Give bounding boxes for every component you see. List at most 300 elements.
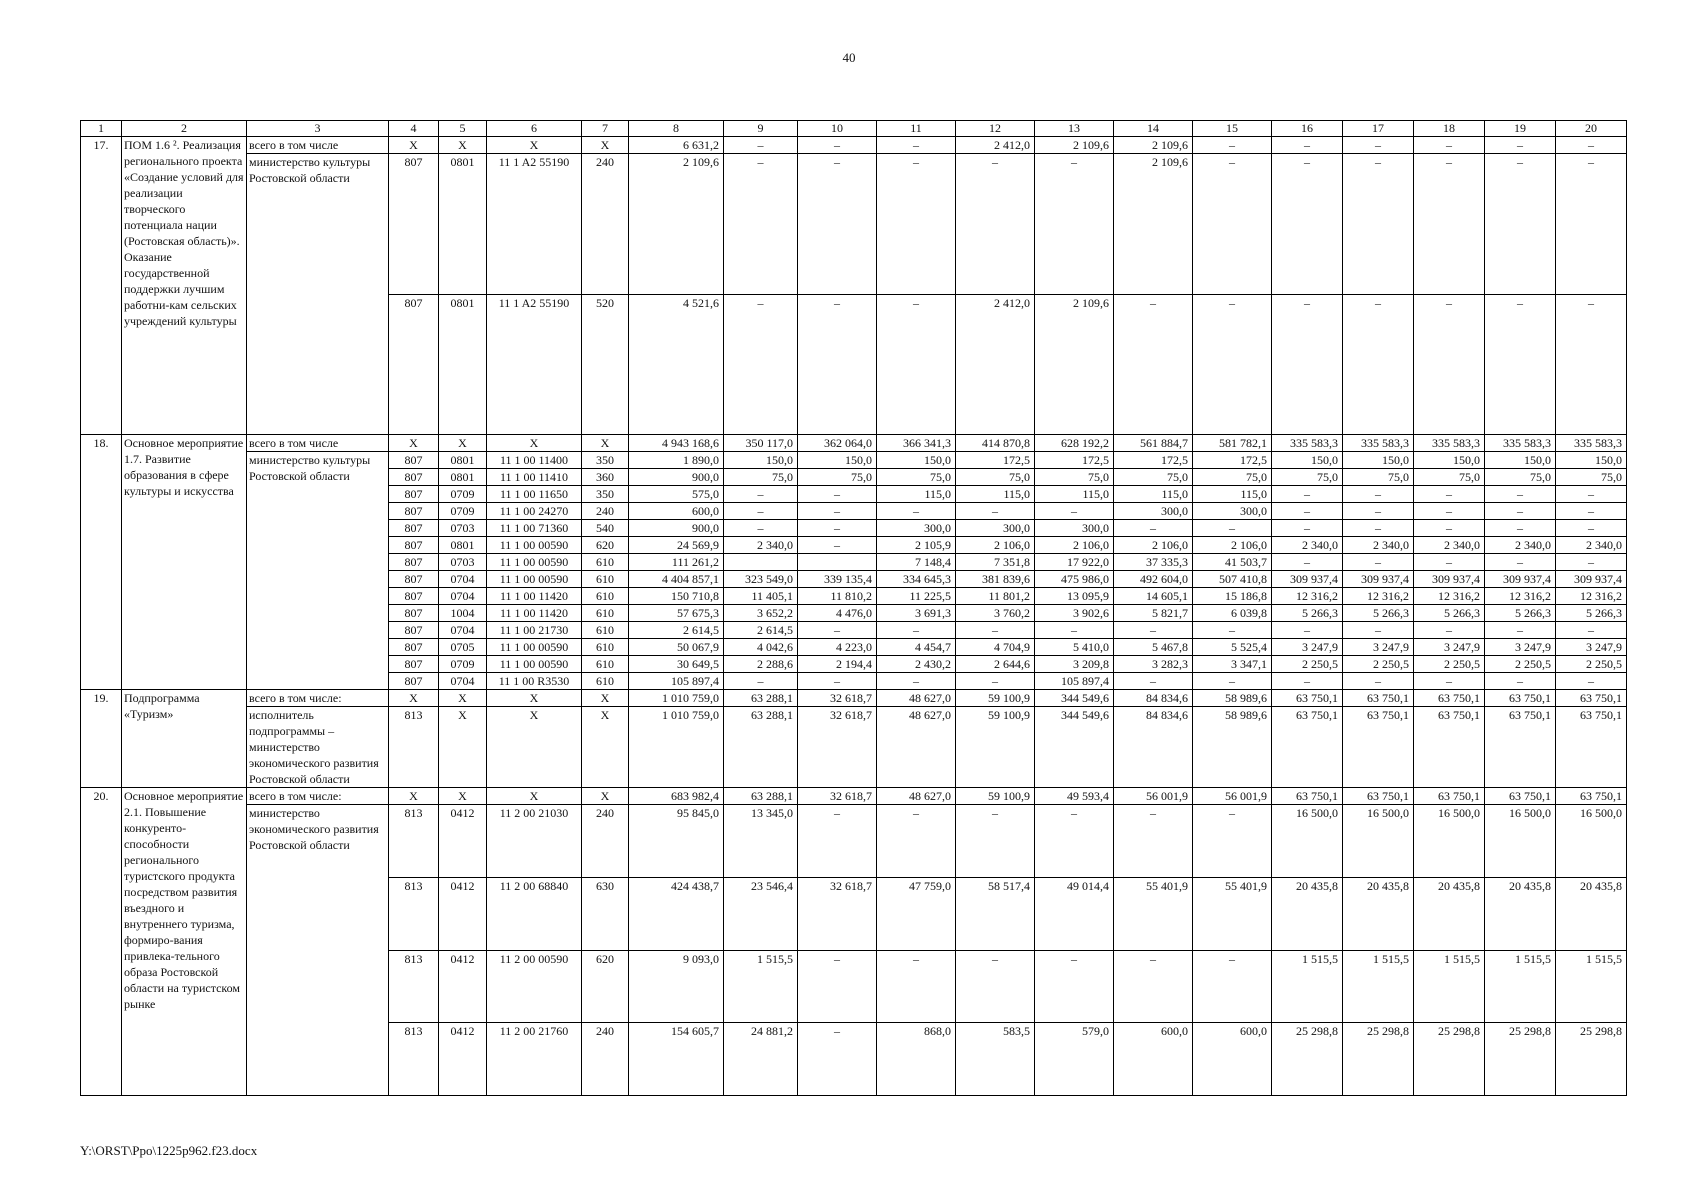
value-cell: 75,0 <box>724 469 798 486</box>
value-cell: 24 881,2 <box>724 1023 798 1096</box>
value-cell: 75,0 <box>877 469 956 486</box>
value-cell: 4 943 168,6 <box>629 435 724 452</box>
value-cell: 11 1 00 11420 <box>487 588 582 605</box>
value-cell: 1 515,5 <box>1485 950 1556 1023</box>
value-cell: 610 <box>582 639 629 656</box>
column-number-8: 8 <box>629 121 724 137</box>
measure-name: Основное мероприятие 1.7. Развитие образования в сфере культуры и искусства <box>122 435 247 690</box>
value-cell: 492 604,0 <box>1114 571 1193 588</box>
value-cell: 0801 <box>439 154 487 295</box>
value-cell: 12 316,2 <box>1343 588 1414 605</box>
value-cell: 900,0 <box>629 469 724 486</box>
value-cell: – <box>1556 137 1627 154</box>
value-cell: 63 750,1 <box>1414 690 1485 707</box>
value-cell: 150,0 <box>1414 452 1485 469</box>
executor-cell: исполнитель подпрограммы – министерство экономического развития Ростовской области <box>247 707 389 788</box>
value-cell: – <box>956 950 1035 1023</box>
value-cell: 344 549,6 <box>1035 707 1114 788</box>
measure-name: Подпрограмма «Туризм» <box>122 690 247 788</box>
value-cell: X <box>439 690 487 707</box>
value-cell: 575,0 <box>629 486 724 503</box>
value-cell: – <box>1343 486 1414 503</box>
value-cell: 0704 <box>439 571 487 588</box>
value-cell: 240 <box>582 503 629 520</box>
value-cell: 150,0 <box>798 452 877 469</box>
value-cell: 339 135,4 <box>798 571 877 588</box>
value-cell: 3 247,9 <box>1272 639 1343 656</box>
value-cell: – <box>798 137 877 154</box>
value-cell: 300,0 <box>1035 520 1114 537</box>
value-cell: 2 250,5 <box>1556 656 1627 673</box>
value-cell: 2 614,5 <box>629 622 724 639</box>
value-cell: 610 <box>582 605 629 622</box>
value-cell: 344 549,6 <box>1035 690 1114 707</box>
value-cell: 75,0 <box>1193 469 1272 486</box>
value-cell: 2 340,0 <box>1272 537 1343 554</box>
value-cell: – <box>1343 622 1414 639</box>
value-cell: – <box>1414 622 1485 639</box>
value-cell: 56 001,9 <box>1193 788 1272 805</box>
value-cell: 0705 <box>439 639 487 656</box>
value-cell: 807 <box>389 605 439 622</box>
value-cell: 32 618,7 <box>798 877 877 950</box>
value-cell: 25 298,8 <box>1556 1023 1627 1096</box>
value-cell: – <box>1556 622 1627 639</box>
value-cell: 807 <box>389 469 439 486</box>
value-cell: 63 750,1 <box>1272 690 1343 707</box>
value-cell: 2 340,0 <box>1556 537 1627 554</box>
value-cell: 1 010 759,0 <box>629 707 724 788</box>
value-cell: 63 288,1 <box>724 707 798 788</box>
value-cell: – <box>1193 154 1272 295</box>
row-number: 18. <box>81 435 122 690</box>
value-cell: 0703 <box>439 520 487 537</box>
value-cell: 3 247,9 <box>1485 639 1556 656</box>
value-cell: 0412 <box>439 950 487 1023</box>
value-cell: 11 1 00 21730 <box>487 622 582 639</box>
value-cell: 11 1 00 00590 <box>487 571 582 588</box>
value-cell: 2 340,0 <box>1414 537 1485 554</box>
value-cell: – <box>877 294 956 435</box>
value-cell: – <box>1035 622 1114 639</box>
value-cell: 0703 <box>439 554 487 571</box>
value-cell: 807 <box>389 622 439 639</box>
value-cell: 63 288,1 <box>724 690 798 707</box>
value-cell: 628 192,2 <box>1035 435 1114 452</box>
value-cell: – <box>724 137 798 154</box>
value-cell: – <box>1414 294 1485 435</box>
table-row <box>81 707 1627 788</box>
value-cell: – <box>1343 673 1414 690</box>
value-cell: X <box>487 137 582 154</box>
value-cell: – <box>1272 673 1343 690</box>
value-cell: – <box>1272 503 1343 520</box>
value-cell: 32 618,7 <box>798 707 877 788</box>
value-cell: 23 546,4 <box>724 877 798 950</box>
value-cell: X <box>389 435 439 452</box>
value-cell: – <box>877 503 956 520</box>
value-cell: 75,0 <box>956 469 1035 486</box>
value-cell: – <box>1343 503 1414 520</box>
value-cell: 1 890,0 <box>629 452 724 469</box>
value-cell: 335 583,3 <box>1272 435 1343 452</box>
value-cell: X <box>389 690 439 707</box>
value-cell: 11 1 00 00590 <box>487 537 582 554</box>
value-cell: 154 605,7 <box>629 1023 724 1096</box>
value-cell: 75,0 <box>1035 469 1114 486</box>
value-cell: 3 902,6 <box>1035 605 1114 622</box>
value-cell: 600,0 <box>1114 1023 1193 1096</box>
value-cell: 13 345,0 <box>724 805 798 878</box>
value-cell: 868,0 <box>877 1023 956 1096</box>
value-cell: 0801 <box>439 469 487 486</box>
value-cell: 11 1 00 11420 <box>487 605 582 622</box>
value-cell: 150,0 <box>1272 452 1343 469</box>
value-cell: – <box>1485 673 1556 690</box>
value-cell: – <box>877 622 956 639</box>
value-cell: – <box>1556 673 1627 690</box>
value-cell: 14 605,1 <box>1114 588 1193 605</box>
value-cell: 150,0 <box>1485 452 1556 469</box>
value-cell: 335 583,3 <box>1485 435 1556 452</box>
value-cell: 11 2 00 00590 <box>487 950 582 1023</box>
value-cell: 323 549,0 <box>724 571 798 588</box>
value-cell: – <box>798 805 877 878</box>
value-cell: 30 649,5 <box>629 656 724 673</box>
value-cell: 0704 <box>439 622 487 639</box>
executor-cell: министерство культуры Ростовской области <box>247 154 389 435</box>
value-cell: 813 <box>389 805 439 878</box>
value-cell: 414 870,8 <box>956 435 1035 452</box>
column-number-19: 19 <box>1485 121 1556 137</box>
value-cell: 56 001,9 <box>1114 788 1193 805</box>
value-cell: – <box>1193 673 1272 690</box>
value-cell: 63 750,1 <box>1272 788 1343 805</box>
value-cell: 583,5 <box>956 1023 1035 1096</box>
value-cell: 58 989,6 <box>1193 690 1272 707</box>
value-cell: 150,0 <box>877 452 956 469</box>
value-cell: 360 <box>582 469 629 486</box>
table-row <box>81 452 1627 469</box>
value-cell: 2 412,0 <box>956 294 1035 435</box>
value-cell: – <box>1193 805 1272 878</box>
value-cell: 5 266,3 <box>1485 605 1556 622</box>
value-cell: 16 500,0 <box>1556 805 1627 878</box>
value-cell: 2 109,6 <box>1114 137 1193 154</box>
value-cell: 350 <box>582 452 629 469</box>
column-number-6: 6 <box>487 121 582 137</box>
value-cell: 11 1 00 00590 <box>487 656 582 673</box>
value-cell: 75,0 <box>1343 469 1414 486</box>
value-cell: 75,0 <box>1414 469 1485 486</box>
value-cell: 25 298,8 <box>1414 1023 1485 1096</box>
value-cell: – <box>1114 294 1193 435</box>
value-cell: – <box>798 673 877 690</box>
value-cell: 579,0 <box>1035 1023 1114 1096</box>
value-cell: – <box>1414 673 1485 690</box>
value-cell: 807 <box>389 537 439 554</box>
value-cell: – <box>1485 486 1556 503</box>
value-cell: 25 298,8 <box>1485 1023 1556 1096</box>
value-cell: – <box>1035 805 1114 878</box>
value-cell: 50 067,9 <box>629 639 724 656</box>
value-cell: X <box>439 435 487 452</box>
value-cell: – <box>1272 622 1343 639</box>
table-row <box>81 788 1627 805</box>
value-cell: – <box>956 622 1035 639</box>
value-cell: 11 1 00 00590 <box>487 639 582 656</box>
value-cell: 381 839,6 <box>956 571 1035 588</box>
value-cell: 300,0 <box>956 520 1035 537</box>
value-cell: 172,5 <box>1035 452 1114 469</box>
value-cell: 807 <box>389 639 439 656</box>
value-cell: – <box>1272 137 1343 154</box>
value-cell: – <box>877 805 956 878</box>
value-cell: X <box>439 707 487 788</box>
value-cell: X <box>487 435 582 452</box>
value-cell: X <box>582 788 629 805</box>
value-cell: 1 515,5 <box>1414 950 1485 1023</box>
column-number-13: 13 <box>1035 121 1114 137</box>
footer-file-path: Y:\ORST\Ppo\1225p962.f23.docx <box>80 1143 258 1158</box>
value-cell: 63 750,1 <box>1414 788 1485 805</box>
value-cell: 600,0 <box>629 503 724 520</box>
value-cell: X <box>439 788 487 805</box>
value-cell: 309 937,4 <box>1556 571 1627 588</box>
value-cell: – <box>798 154 877 295</box>
value-cell: 807 <box>389 452 439 469</box>
value-cell: 3 282,3 <box>1114 656 1193 673</box>
value-cell: 59 100,9 <box>956 707 1035 788</box>
value-cell: 475 986,0 <box>1035 571 1114 588</box>
value-cell: 334 645,3 <box>877 571 956 588</box>
value-cell: – <box>1272 486 1343 503</box>
table-row <box>81 805 1627 878</box>
value-cell: 5 467,8 <box>1114 639 1193 656</box>
value-cell: 11 1 00 11650 <box>487 486 582 503</box>
value-cell <box>724 554 798 571</box>
value-cell: 520 <box>582 294 629 435</box>
value-cell: 105 897,4 <box>1035 673 1114 690</box>
value-cell: 84 834,6 <box>1114 690 1193 707</box>
value-cell: 41 503,7 <box>1193 554 1272 571</box>
value-cell: – <box>1272 520 1343 537</box>
value-cell: X <box>487 690 582 707</box>
value-cell: X <box>439 137 487 154</box>
value-cell: – <box>1414 520 1485 537</box>
value-cell: – <box>724 486 798 503</box>
value-cell: 9 093,0 <box>629 950 724 1023</box>
value-cell: 240 <box>582 1023 629 1096</box>
table-row <box>81 154 1627 295</box>
value-cell: 2 106,0 <box>956 537 1035 554</box>
value-cell: 63 750,1 <box>1414 707 1485 788</box>
value-cell: 610 <box>582 571 629 588</box>
value-cell: 620 <box>582 537 629 554</box>
value-cell: 16 500,0 <box>1343 805 1414 878</box>
value-cell: – <box>1114 950 1193 1023</box>
executor-cell: министерство культуры Ростовской области <box>247 452 389 690</box>
value-cell: 335 583,3 <box>1556 435 1627 452</box>
column-number-16: 16 <box>1272 121 1343 137</box>
row-number: 19. <box>81 690 122 788</box>
value-cell: 0801 <box>439 452 487 469</box>
value-cell: 63 750,1 <box>1556 788 1627 805</box>
value-cell: 24 569,9 <box>629 537 724 554</box>
measure-name: ПОМ 1.6 ². Реализация регионального проекта «Создание условий для реализации творческого потенциала нации (Ростовская область)». Оказание государственной поддержки лучшим работни-кам сельских учреждений культуры <box>122 137 247 435</box>
value-cell: 807 <box>389 294 439 435</box>
value-cell: 5 821,7 <box>1114 605 1193 622</box>
value-cell: 2 340,0 <box>1343 537 1414 554</box>
value-cell: – <box>1556 154 1627 295</box>
value-cell: 11 2 00 21760 <box>487 1023 582 1096</box>
value-cell: 5 266,3 <box>1414 605 1485 622</box>
value-cell: – <box>1035 950 1114 1023</box>
value-cell: 13 095,9 <box>1035 588 1114 605</box>
value-cell: – <box>1485 554 1556 571</box>
value-cell: 300,0 <box>877 520 956 537</box>
value-cell: 20 435,8 <box>1272 877 1343 950</box>
value-cell: 507 410,8 <box>1193 571 1272 588</box>
value-cell: – <box>877 137 956 154</box>
value-cell: 2 250,5 <box>1272 656 1343 673</box>
value-cell: – <box>1414 554 1485 571</box>
table-row <box>81 690 1627 707</box>
value-cell: – <box>1556 503 1627 520</box>
value-cell: – <box>1193 950 1272 1023</box>
value-cell: – <box>1193 137 1272 154</box>
value-cell: 75,0 <box>1556 469 1627 486</box>
column-number-3: 3 <box>247 121 389 137</box>
value-cell: – <box>1556 520 1627 537</box>
value-cell: – <box>956 673 1035 690</box>
value-cell: 4 476,0 <box>798 605 877 622</box>
value-cell: 0704 <box>439 673 487 690</box>
value-cell: X <box>582 690 629 707</box>
column-number-10: 10 <box>798 121 877 137</box>
value-cell: 150,0 <box>1343 452 1414 469</box>
value-cell: 610 <box>582 588 629 605</box>
measure-name: Основное мероприятие 2.1. Повышение конкуренто-способности регионального туристского продукта посредством развития въездного и внутреннего туризма, формиро-вания привлека-тельного образа Ростовской области на туристском рынке <box>122 788 247 1096</box>
value-cell: – <box>1114 520 1193 537</box>
value-cell: 3 691,3 <box>877 605 956 622</box>
value-cell: 95 845,0 <box>629 805 724 878</box>
value-cell: – <box>1272 154 1343 295</box>
value-cell: 63 750,1 <box>1485 788 1556 805</box>
value-cell: 16 500,0 <box>1485 805 1556 878</box>
value-cell: 63 288,1 <box>724 788 798 805</box>
executor-cell: всего в том числе: <box>247 690 389 707</box>
value-cell: 4 223,0 <box>798 639 877 656</box>
value-cell: 350 117,0 <box>724 435 798 452</box>
value-cell: 3 247,9 <box>1556 639 1627 656</box>
column-number-row <box>81 121 1627 137</box>
value-cell: 7 351,8 <box>956 554 1035 571</box>
value-cell <box>798 554 877 571</box>
value-cell: 11 1 00 71360 <box>487 520 582 537</box>
value-cell: 3 652,2 <box>724 605 798 622</box>
value-cell: 11 1 00 24270 <box>487 503 582 520</box>
value-cell: 172,5 <box>1193 452 1272 469</box>
value-cell: 63 750,1 <box>1343 690 1414 707</box>
value-cell: – <box>724 294 798 435</box>
value-cell: – <box>956 805 1035 878</box>
value-cell: 84 834,6 <box>1114 707 1193 788</box>
value-cell: 4 404 857,1 <box>629 571 724 588</box>
value-cell: – <box>1414 503 1485 520</box>
value-cell: 540 <box>582 520 629 537</box>
value-cell: 48 627,0 <box>877 788 956 805</box>
value-cell: 335 583,3 <box>1414 435 1485 452</box>
value-cell: 4 521,6 <box>629 294 724 435</box>
value-cell: 2 106,0 <box>1035 537 1114 554</box>
value-cell: 1 515,5 <box>724 950 798 1023</box>
value-cell: 2 109,6 <box>1114 154 1193 295</box>
value-cell: 12 316,2 <box>1414 588 1485 605</box>
value-cell: – <box>1414 137 1485 154</box>
value-cell: 11 801,2 <box>956 588 1035 605</box>
column-number-20: 20 <box>1556 121 1627 137</box>
value-cell: 11 1 A2 55190 <box>487 294 582 435</box>
value-cell: 150,0 <box>724 452 798 469</box>
value-cell: – <box>1193 520 1272 537</box>
value-cell: 2 644,6 <box>956 656 1035 673</box>
column-number-2: 2 <box>122 121 247 137</box>
value-cell: – <box>724 520 798 537</box>
value-cell: 610 <box>582 673 629 690</box>
value-cell: 55 401,9 <box>1114 877 1193 950</box>
value-cell: 12 316,2 <box>1556 588 1627 605</box>
value-cell: – <box>798 520 877 537</box>
value-cell: – <box>1343 520 1414 537</box>
value-cell: 49 014,4 <box>1035 877 1114 950</box>
value-cell: 1 515,5 <box>1556 950 1627 1023</box>
value-cell: 0412 <box>439 877 487 950</box>
value-cell: 115,0 <box>877 486 956 503</box>
value-cell: 1 010 759,0 <box>629 690 724 707</box>
value-cell: 0801 <box>439 294 487 435</box>
value-cell: 0801 <box>439 537 487 554</box>
value-cell: 32 618,7 <box>798 788 877 805</box>
value-cell: 172,5 <box>956 452 1035 469</box>
value-cell: – <box>1114 805 1193 878</box>
value-cell: 6 039,8 <box>1193 605 1272 622</box>
value-cell: 55 401,9 <box>1193 877 1272 950</box>
value-cell: 115,0 <box>1193 486 1272 503</box>
value-cell: 1 515,5 <box>1343 950 1414 1023</box>
value-cell: 309 937,4 <box>1485 571 1556 588</box>
value-cell: 620 <box>582 950 629 1023</box>
value-cell: – <box>1485 622 1556 639</box>
value-cell: 2 250,5 <box>1485 656 1556 673</box>
value-cell: – <box>724 673 798 690</box>
value-cell: – <box>1485 520 1556 537</box>
value-cell: – <box>798 294 877 435</box>
value-cell: 5 266,3 <box>1343 605 1414 622</box>
value-cell: 2 340,0 <box>724 537 798 554</box>
value-cell: 900,0 <box>629 520 724 537</box>
value-cell: 0704 <box>439 588 487 605</box>
value-cell: 350 <box>582 486 629 503</box>
value-cell: 105 897,4 <box>629 673 724 690</box>
value-cell: – <box>1343 137 1414 154</box>
value-cell: 807 <box>389 503 439 520</box>
value-cell: X <box>487 788 582 805</box>
value-cell: 2 109,6 <box>1035 137 1114 154</box>
value-cell: 11 1 00 R3530 <box>487 673 582 690</box>
value-cell: 366 341,3 <box>877 435 956 452</box>
value-cell: – <box>1035 503 1114 520</box>
